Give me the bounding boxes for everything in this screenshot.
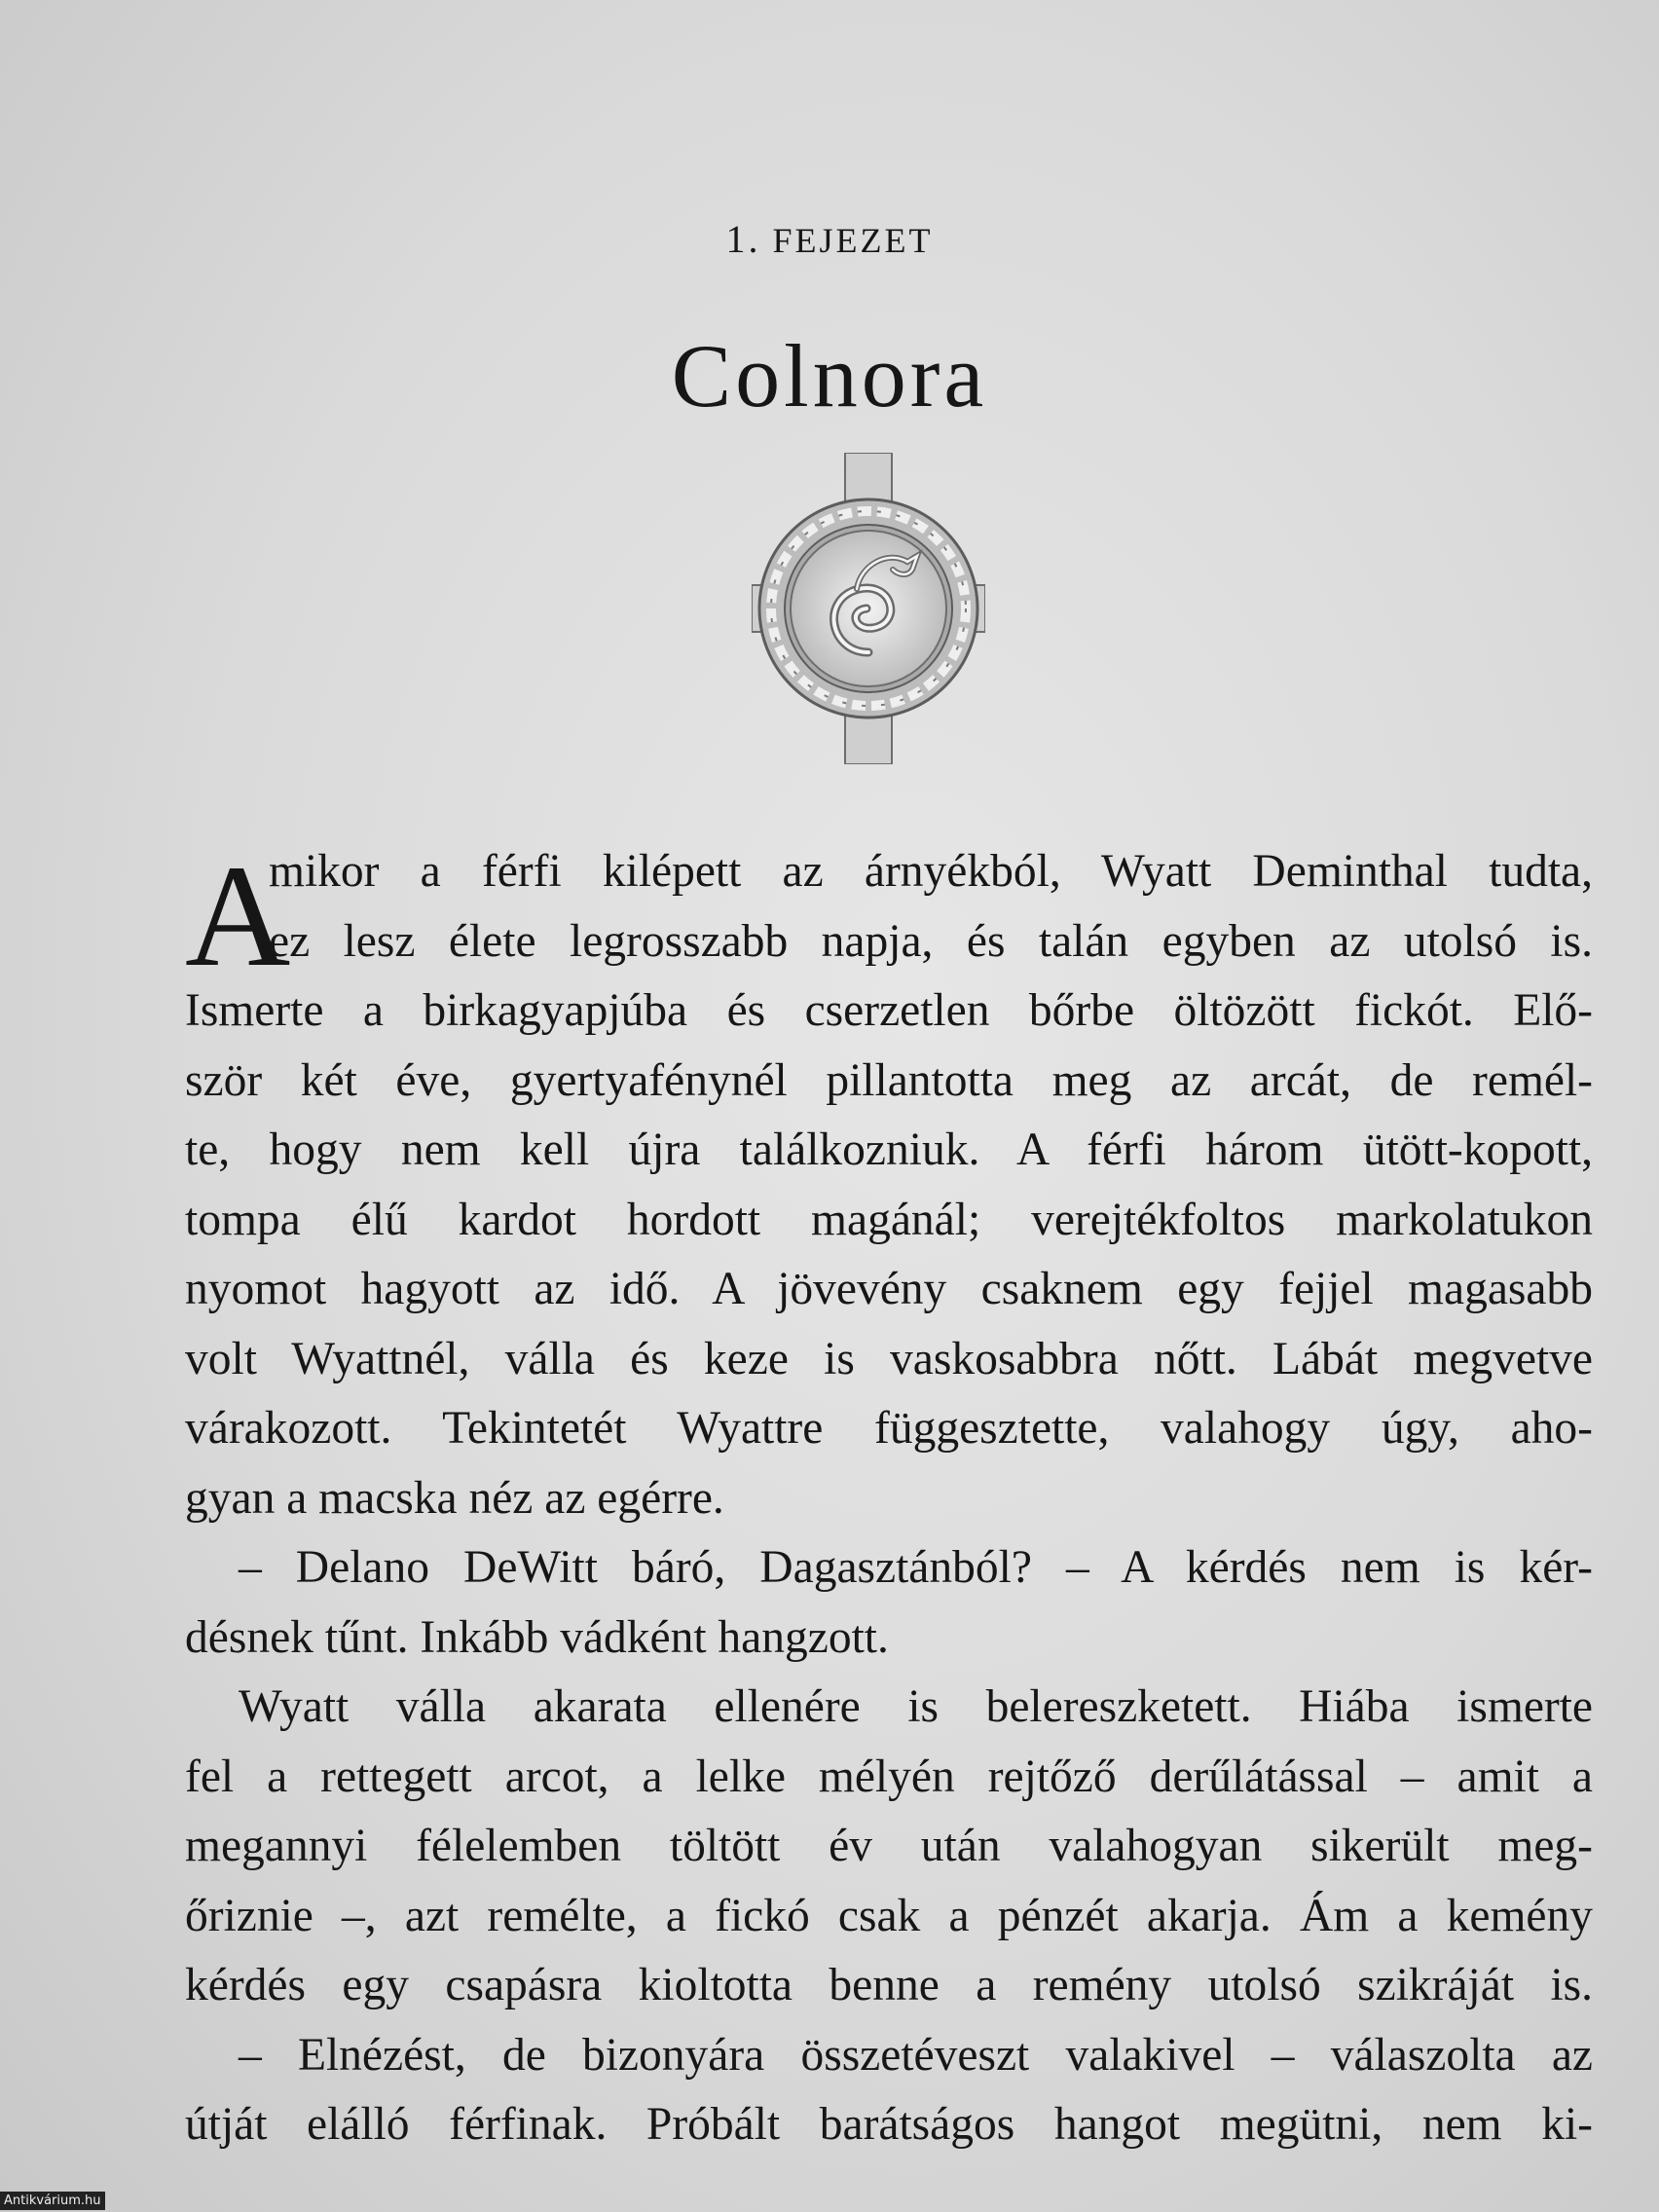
- text-line: Ismerte a birkagyapjúba és cserzetlen bőrbe öltözött fickót. Elő-: [185, 985, 1593, 1036]
- text-line: várakozott. Tekintetét Wyattre függesztette, valahogy úgy, aho-: [185, 1403, 1593, 1454]
- text-line: te, hogy nem kell újra találkozniuk. A férfi három ütött-kopott,: [185, 1124, 1593, 1175]
- chapter-body: [185, 837, 1593, 2160]
- dropcap-letter: A: [185, 835, 291, 997]
- watermark-label: Antikvárium.hu: [0, 2192, 105, 2210]
- text-line: kérdés egy csapásra kioltotta benne a remény utolsó szikráját is.: [185, 1960, 1593, 2010]
- celtic-dragon-knot-emblem-icon: [752, 453, 985, 764]
- text-line: ez lesz élete legrosszabb napja, és talán egyben az utolsó is.: [269, 915, 1593, 967]
- chapter-label: FEJEZET: [772, 221, 934, 260]
- chapter-number: [0, 216, 1659, 262]
- text-line: fel a rettegett arcot, a lelke mélyén rejtőző derűlátással – amit a: [185, 1751, 1593, 1802]
- text-line: Wyatt válla akarata ellenére is belereszketett. Hiába ismerte: [239, 1681, 1593, 1732]
- text-line: volt Wyattnél, válla és keze is vaskosabbra nőtt. Lábát megvetve: [185, 1333, 1593, 1384]
- text-line: nyomot hagyott az idő. A jövevény csaknem egy fejjel magasabb: [185, 1264, 1593, 1314]
- text-line: désnek tűnt. Inkább vádként hangzott.: [185, 1611, 889, 1663]
- text-line: mikor a férfi kilépett az árnyékból, Wyatt Deminthal tudta,: [269, 846, 1593, 897]
- text-line: megannyi félelemben töltött év után valahogyan sikerült meg-: [185, 1821, 1593, 1871]
- text-line: tompa élű kardot hordott magánál; verejtékfoltos markolatukon: [185, 1194, 1593, 1245]
- text-line: – Delano DeWitt báró, Dagasztánból? – A kérdés nem is kér-: [239, 1542, 1593, 1593]
- text-line: gyan a macska néz az egérre.: [185, 1472, 724, 1524]
- chapter-title: Colnora: [671, 326, 988, 425]
- text-line: útját elálló férfinak. Próbált barátságos hangot megütni, nem ki-: [185, 2099, 1593, 2150]
- chapter-number-value: 1.: [725, 217, 761, 261]
- text-line: – Elnézést, de bizonyára összetéveszt valakivel – válaszolta az: [239, 2029, 1593, 2081]
- text-line: ször két éve, gyertyafénynél pillantotta meg az arcát, de remél-: [185, 1054, 1593, 1106]
- text-line: őriznie –, azt remélte, a fickó csak a pénzét akarja. Ám a kemény: [185, 1890, 1593, 1941]
